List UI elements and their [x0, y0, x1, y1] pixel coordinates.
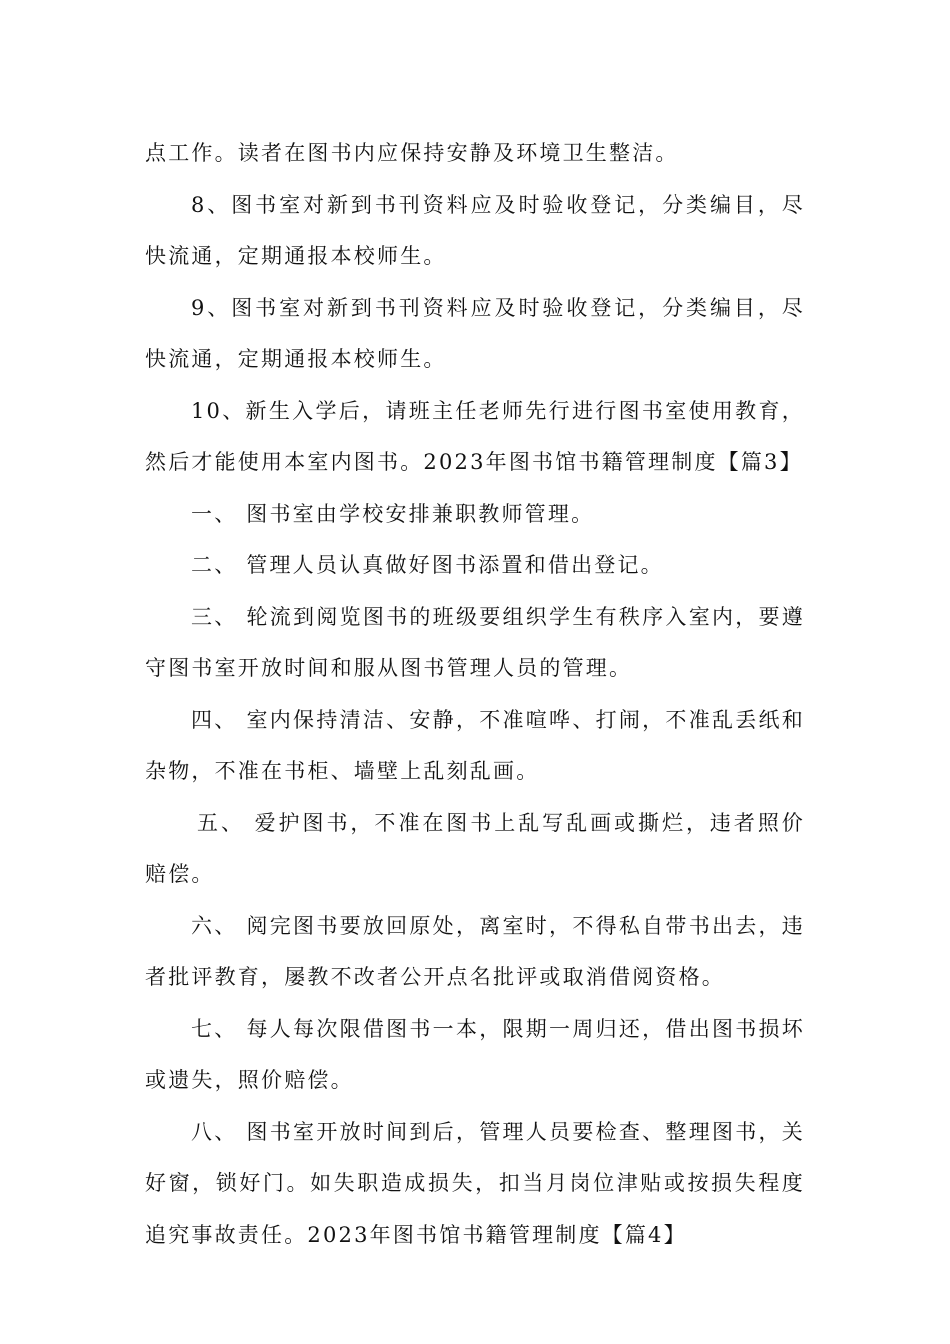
paragraph-item-9: 9、图书室对新到书刊资料应及时验收登记，分类编目，尽快流通，定期通报本校师生。: [145, 295, 805, 371]
document-page: [145, 128, 805, 1261]
paragraph-rule-5: 五、 爱护图书，不准在图书上乱写乱画或撕烂，违者照价赔偿。: [145, 810, 805, 886]
paragraph-rule-2: 二、 管理人员认真做好图书添置和借出登记。: [191, 553, 664, 577]
paragraph-item-10: 10、新生入学后，请班主任老师先行进行图书室使用教育，然后才能使用本室内图书。2023年图书馆书籍管理制度【篇3】: [145, 398, 805, 474]
paragraph-rule-4: 四、 室内保持清洁、安静，不准喧哗、打闹，不准乱丢纸和杂物，不准在书柜、墙壁上乱刻乱画。: [145, 707, 805, 783]
paragraph-item-8: 8、图书室对新到书刊资料应及时验收登记，分类编目，尽快流通，定期通报本校师生。: [145, 192, 805, 268]
paragraph-rule-3: 三、 轮流到阅览图书的班级要组织学生有秩序入室内，要遵守图书室开放时间和服从图书管理人员的管理。: [145, 604, 805, 680]
paragraph-rule-1: 一、 图书室由学校安排兼职教师管理。: [191, 501, 595, 526]
paragraph-rule-8: 八、 图书室开放时间到后，管理人员要检查、整理图书，关好窗，锁好门。如失职造成损失，扣当月岗位津贴或按损失程度追究事故责任。2023年图书馆书籍管理制度【篇4】: [145, 1119, 805, 1247]
paragraph-continuation: 点工作。读者在图书内应保持安静及环境卫生整洁。: [145, 141, 679, 165]
paragraph-rule-7: 七、 每人每次限借图书一本，限期一周归还，借出图书损坏或遗失，照价赔偿。: [145, 1016, 805, 1092]
paragraph-rule-6: 六、 阅完图书要放回原处，离室时，不得私自带书出去，违者批评教育，屡教不改者公开点名批评或取消借阅资格。: [145, 913, 805, 989]
